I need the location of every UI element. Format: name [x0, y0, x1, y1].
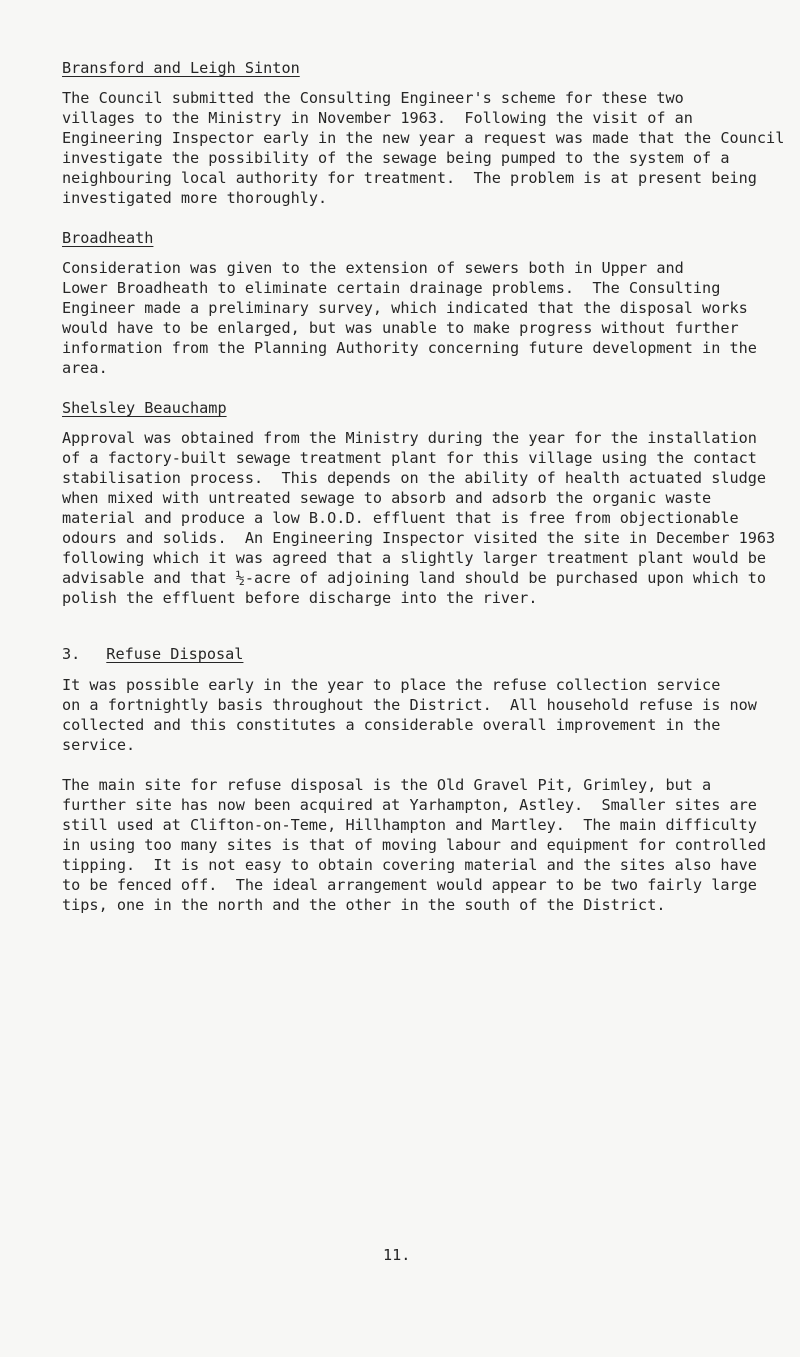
section-heading-shelsley: Shelsley Beauchamp: [62, 399, 227, 417]
paragraph-broadheath: Consideration was given to the extension of sewers both in Upper and Lower Broadheath to eliminate certain drainage problems. The Consulting Engineer made a preliminary survey, which indicated that the disposal works would have to be enlarged, but was unable to make progress without further information from the Planning Authority concerning future development in the area.: [62, 259, 757, 377]
section-shelsley: [62, 398, 800, 608]
section-heading-bransford: Bransford and Leigh Sinton: [62, 59, 300, 77]
paragraph-shelsley: Approval was obtained from the Ministry during the year for the installation of a factory-built sewage treatment plant for this village using the contact stabilisation process. This depends on the ability of health actuated sludge when mixed with untreated sewage to absorb and adsorb the organic waste material and produce a low B.O.D. effluent that is free from objectionable odours and solids. An Engineering Inspector visited the site in December 1963 following which it was agreed that a slightly larger treatment plant would be advisable and that ½-acre of adjoining land should be purchased upon which to polish the effluent before discharge into the river.: [62, 429, 776, 607]
section-refuse: [62, 644, 800, 915]
paragraph-bransford: The Council submitted the Consulting Engineer's scheme for these two villages to the Ministry in November 1963. Following the visit of an Engineering Inspector early in the new year a request was made that the Council investigate the possibility of the sewage being pumped to the system of a neighbouring local authority for treatment. The problem is at present being investigated more thoroughly.: [62, 89, 785, 207]
section-title-refuse: Refuse Disposal: [106, 645, 244, 663]
paragraph-refuse-sites: The main site for refuse disposal is the Old Gravel Pit, Grimley, but a further site has now been acquired at Yarhampton, Astley. Smaller sites are still used at Clifton-on-Teme, Hillhampton and Martley. The main difficulty in using too many sites is that of moving labour and equipment for controlled tipping. It is not easy to obtain covering material and the sites also have to be fenced off. The ideal arrangement would appear to be two fairly large tips, one in the north and the other in the south of the District.: [62, 776, 767, 914]
page-number: 11.: [383, 1246, 411, 1264]
section-bransford: [62, 58, 800, 208]
section-number: 3.: [62, 645, 81, 663]
section-heading-broadheath: Broadheath: [62, 229, 154, 247]
section-heading-refuse: [62, 644, 800, 664]
section-broadheath: [62, 228, 800, 378]
paragraph-refuse-collection: It was possible early in the year to place the refuse collection service on a fortnightly basis throughout the District. All household refuse is now collected and this constitutes a considerable overall improvement in the service.: [62, 676, 757, 754]
document-page: [62, 58, 800, 935]
